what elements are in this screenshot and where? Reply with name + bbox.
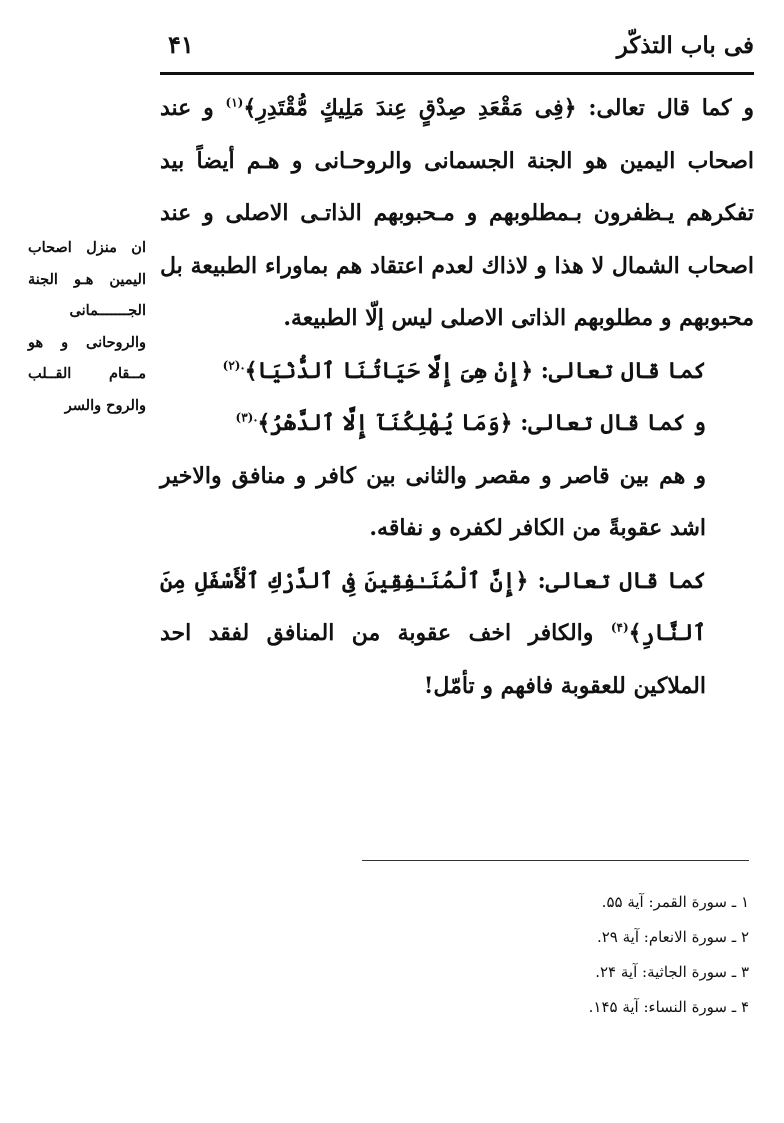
quran-quote: ﴿إِنَّ ٱلْمُنَـٰفِقِینَ فِی ٱلدَّرْكِ ٱلْأَسْفَلِ مِنَ ٱلنَّارِ﴾ <box>160 567 706 646</box>
lead-text: و کما قال تعالی: <box>576 95 754 121</box>
paragraph <box>160 555 754 713</box>
margin-note-line: مــقام القــلب <box>28 365 146 382</box>
page-number: ۴۱ <box>168 30 194 59</box>
paragraph <box>160 397 754 450</box>
footnote: ۴ ـ سورة النساء: آیة ۱۴۵. <box>588 998 749 1016</box>
footnote: ۲ ـ سورة الانعام: آیة ۲۹. <box>596 928 749 946</box>
running-title: فی باب التذکّر <box>616 32 754 59</box>
lead-text: کما قال تعالی: <box>533 357 706 384</box>
footnote-ref: (۴) <box>610 620 629 635</box>
footnote-ref: (۱) <box>225 95 244 110</box>
footnote-rule <box>362 860 749 861</box>
margin-note-line: الجـــــــمانی <box>69 302 146 319</box>
body-text: والکافر اخف عقوبة من المنافق لفقد احد الملاکین للعقوبة فافهم و تأمّل! <box>160 620 706 699</box>
margin-note-line: الیمین هـو الجنة <box>28 270 146 288</box>
quran-quote: ﴿إِنْ هِیَ إِلَّا حَیَاتُنَا ٱلدُّنْیَا﴾ <box>244 357 534 384</box>
footnote-ref: .(۲) <box>222 358 245 373</box>
paragraph <box>160 82 754 345</box>
margin-note-line: ان منزل اصحاب <box>28 239 146 256</box>
footnote: ۳ ـ سورة الجاثیة: آیة ۲۴. <box>595 963 749 981</box>
paragraph <box>160 345 754 398</box>
main-text <box>160 82 754 712</box>
header-rule <box>160 72 754 75</box>
footnote-ref: .(۳) <box>235 410 258 425</box>
page-header <box>160 22 754 62</box>
body-text: و عند اصحاب الیمین هو الجنة الجسمانی والروحـانی و هـم أیضاً بید تفکرهم یـظفرون بـمطلوبهم و مـحبوبهم الذاتـی الاصلی و عند اصحاب الشمال لا هذا و لاذاك لعدم اعتقاد هم بماوراء الطبیعة بل محبوبهم و مطلوبهم الذاتی الاصلی لیس إلّا الطبیعة. <box>160 95 754 331</box>
footnote: ۱ ـ سورة القمر: آیة ۵۵. <box>601 893 749 911</box>
lead-text: کما قال تعالی: <box>528 567 707 594</box>
margin-note-line: والروح والسر <box>64 396 146 414</box>
quran-quote: ﴿وَمَا یُهْلِكُنَآ إِلَّا ٱلدَّهْرُ﴾ <box>257 410 513 436</box>
footnotes <box>362 885 749 1025</box>
quran-quote: ﴿فِی مَقْعَدِ صِدْقٍ عِندَ مَلِیكٍ مُّقْتَدِرِ﴾ <box>243 95 577 121</box>
lead-text: و کما قال تعالی: <box>512 410 706 436</box>
paragraph: و هم بین قاصر و مقصر والثانی بین کافر و منافق والاخیر اشد عقوبةً من الکافر لکفره و نفاقه. <box>160 462 706 541</box>
margin-note-line: والروحانی و هو <box>28 333 146 351</box>
margin-note <box>28 232 146 421</box>
